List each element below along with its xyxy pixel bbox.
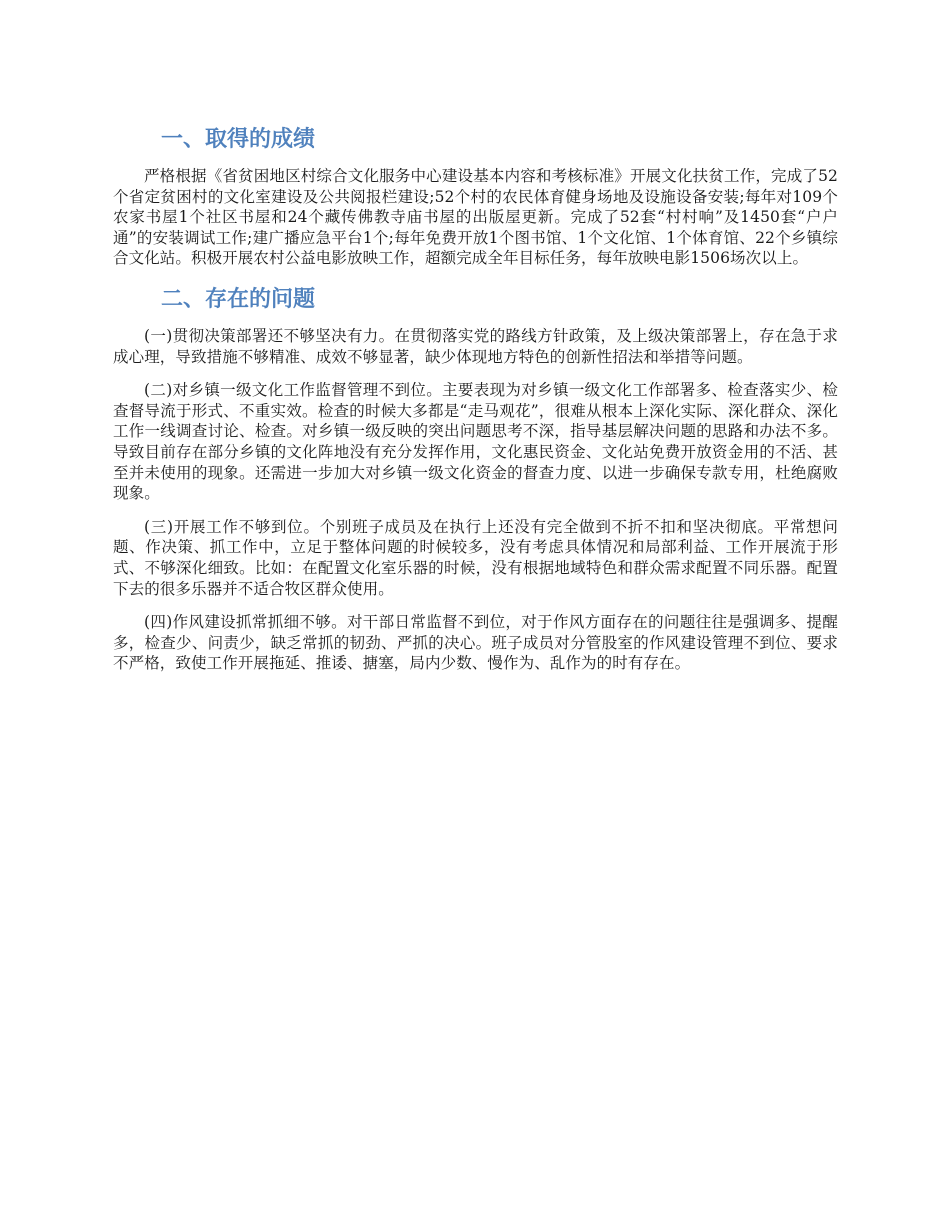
problem-paragraph-3: (三)开展工作不够到位。个别班子成员及在执行上还没有完全做到不折不扣和坚决彻底。平常想问题、作决策、抓工作中，立足于整体问题的时候较多，没有考虑具体情况和局部利益、工作开展流于形式、不够深化细致。比如：在配置文化室乐器的时候，没有根据地域特色和群众需求配置不同乐器。配置下去的很多乐器并不适合牧区群众使用。 [113, 517, 838, 598]
document-body [113, 122, 838, 687]
problem-paragraph-4: (四)作风建设抓常抓细不够。对干部日常监督不到位，对于作风方面存在的问题往往是强调多、提醒多，检查少、问责少，缺乏常抓的韧劲、严抓的决心。班子成员对分管股室的作风建设管理不到位、要求不严格，致使工作开展拖延、推诿、搪塞，局内少数、慢作为、乱作为的时有存在。 [113, 613, 838, 673]
section-heading-achievements: 一、取得的成绩 [161, 127, 316, 152]
achievements-paragraph: 严格根据《省贫困地区村综合文化服务中心建设基本内容和考核标准》开展文化扶贫工作，完成了52个省定贫困村的文化室建设及公共阅报栏建设;52个村的农民体育健身场地及设施设备安装;每年对109个农家书屋1个社区书屋和24个藏传佛教寺庙书屋的出版屋更新。完成了52套“村村响”及1450套“户户通”的安装调试工作;建广播应急平台1个;每年免费开放1个图书馆、1个文化馆、1个体育馆、22个乡镇综合文化站。积极开展农村公益电影放映工作，超额完成全年目标任务，每年放映电影1506场次以上。 [113, 167, 838, 268]
problem-paragraph-2: (二)对乡镇一级文化工作监督管理不到位。主要表现为对乡镇一级文化工作部署多、检查落实少、检查督导流于形式、不重实效。检查的时候大多都是“走马观花”，很难从根本上深化实际、深化群众、深化工作一线调查讨论、检查。对乡镇一级反映的突出问题思考不深，指导基层解决问题的思路和办法不多。导致目前存在部分乡镇的文化阵地没有充分发挥作用，文化惠民资金、文化站免费开放资金用的不活、甚至并未使用的现象。还需进一步加大对乡镇一级文化资金的督查力度、以进一步确保专款专用，杜绝腐败现象。 [113, 381, 838, 503]
problem-paragraph-1: (一)贯彻决策部署还不够坚决有力。在贯彻落实党的路线方针政策，及上级决策部署上，存在急于求成心理，导致措施不够精准、成效不够显著，缺少体现地方特色的创新性招法和举措等问题。 [113, 326, 838, 366]
section-heading-problems: 二、存在的问题 [161, 286, 316, 312]
